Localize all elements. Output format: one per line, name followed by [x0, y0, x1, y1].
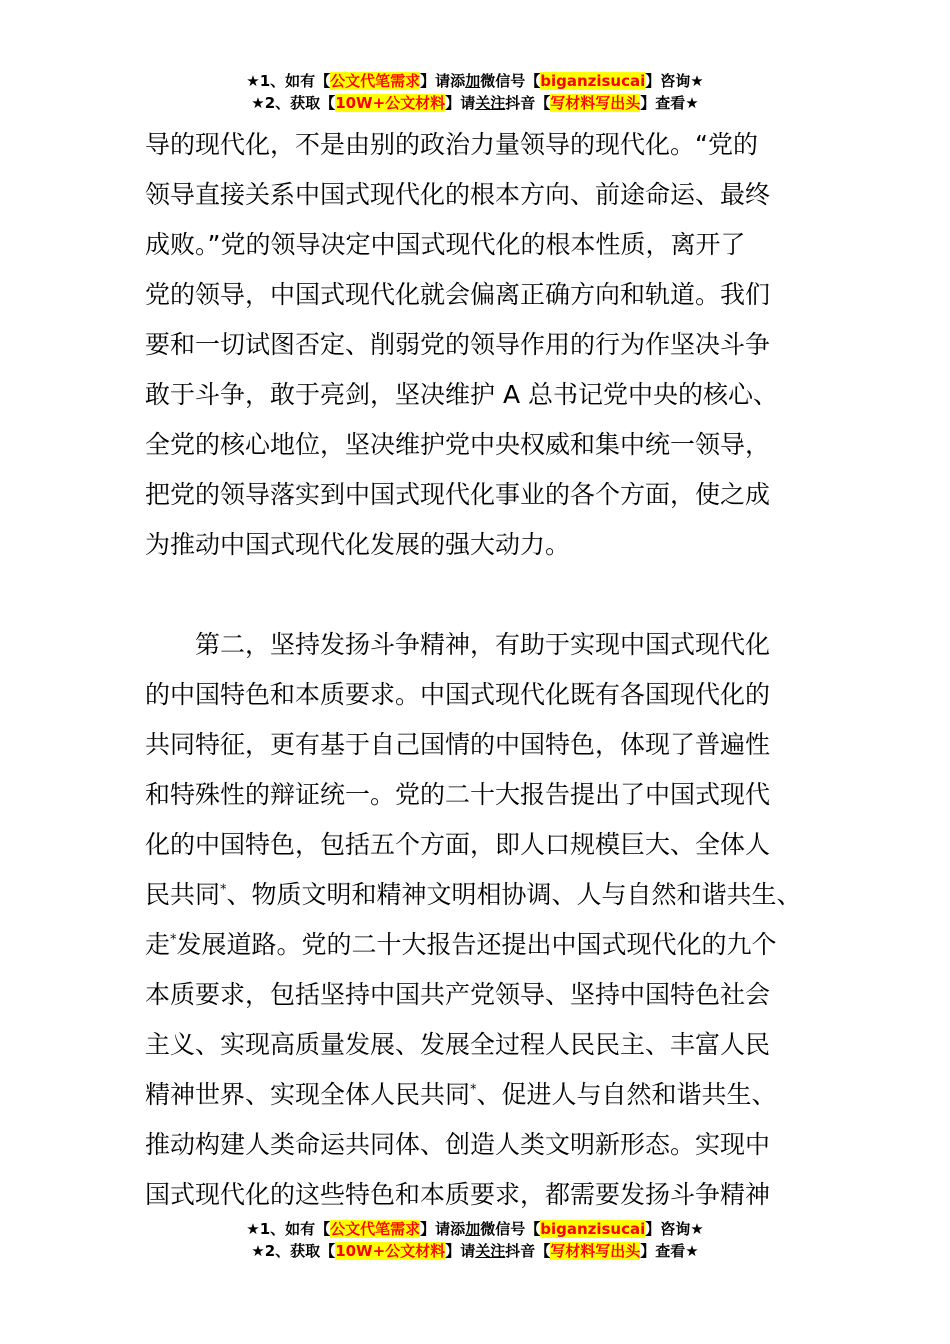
banner-highlight: 公文代笔需求 — [330, 1220, 421, 1238]
banner-text: 】请添 — [420, 72, 466, 90]
text-line: 本质要求，包括坚持中国共产党领导、坚持中国特色社会 — [145, 980, 771, 1009]
banner-text: 】请 — [445, 1242, 476, 1260]
banner-text: 抖音【 — [505, 1242, 551, 1260]
text-line: 主义、实现高质量发展、发展全过程人民民主、丰富人民 — [145, 1030, 771, 1059]
text-line — [145, 1070, 810, 1120]
banner-underline: 关注 — [475, 1242, 506, 1260]
banner-underline: 加 — [465, 72, 481, 90]
banner-highlight: 10W+公文材料 — [335, 94, 446, 112]
text-line: 全党的核心地位，坚决维护党中央权威和集中统一领导， — [145, 430, 771, 459]
text-line: 导的现代化，不是由别的政治力量领导的现代化。“党的 — [145, 130, 758, 159]
redaction-mark: * — [170, 932, 177, 948]
text-line — [145, 920, 810, 970]
text-segment: 、物质文明和精神文明相协调、人与自然和谐共生、 — [226, 880, 802, 909]
banner-text: 微信号【 — [480, 72, 541, 90]
redaction-mark: * — [220, 882, 227, 898]
banner-text: 抖音【 — [505, 94, 551, 112]
text-line: 要和一切试图否定、削弱党的领导作用的行为作坚决斗争 — [145, 330, 771, 359]
text-line: 敢于斗争，敢于亮剑，坚决维护 A 总书记党中央的核心、 — [145, 380, 778, 409]
document-body — [145, 120, 810, 1220]
text-line: 化的中国特色，包括五个方面，即人口规模巨大、全体人 — [145, 830, 771, 859]
banner-highlight: 10W+公文材料 — [335, 1242, 446, 1260]
footer-banner — [0, 1218, 950, 1262]
text-line: 为推动中国式现代化发展的强大动力。 — [145, 530, 571, 559]
text-segment: 发展道路。党的二十大报告还提出中国式现代化的九个 — [176, 930, 777, 959]
banner-line-1 — [0, 1218, 950, 1240]
header-banner — [0, 70, 950, 114]
banner-line-1 — [0, 70, 950, 92]
banner-text: 微信号【 — [480, 1220, 541, 1238]
banner-line-2 — [0, 1240, 950, 1262]
banner-text: ★1、如有【 — [246, 1220, 331, 1238]
banner-text: ★2、获取【 — [251, 94, 336, 112]
banner-text: 】请 — [445, 94, 476, 112]
banner-text: 】查看★ — [640, 94, 699, 112]
banner-highlight: biganzisucai — [540, 72, 646, 90]
banner-text: ★2、获取【 — [251, 1242, 336, 1260]
text-line: 国式现代化的这些特色和本质要求，都需要发扬斗争精神 — [145, 1180, 771, 1209]
paragraph-2 — [145, 620, 810, 1220]
text-line: 成败。”党的领导决定中国式现代化的根本性质，离开了 — [145, 230, 746, 259]
text-segment: 走 — [145, 930, 171, 959]
banner-highlight: 写材料写出头 — [550, 1242, 641, 1260]
text-line: 的中国特色和本质要求。中国式现代化既有各国现代化的 — [145, 680, 771, 709]
banner-text: 】咨询★ — [645, 1220, 704, 1238]
text-line: 共同特征，更有基于自己国情的中国特色，体现了普遍性 — [145, 730, 771, 759]
banner-highlight: biganzisucai — [540, 1220, 646, 1238]
banner-text: ★1、如有【 — [246, 72, 331, 90]
text-line: 和特殊性的辩证统一。党的二十大报告提出了中国式现代 — [145, 780, 771, 809]
text-line: 第二，坚持发扬斗争精神，有助于实现中国式现代化 — [195, 630, 771, 659]
banner-underline: 加 — [465, 1220, 481, 1238]
text-line: 领导直接关系中国式现代化的根本方向、前途命运、最终 — [145, 180, 771, 209]
text-line: 推动构建人类命运共同体、创造人类文明新形态。实现中 — [145, 1130, 771, 1159]
text-segment: 、促进人与自然和谐共生、 — [476, 1080, 777, 1109]
redaction-mark: * — [470, 1082, 477, 1098]
paragraph-gap — [145, 570, 810, 620]
paragraph-1 — [145, 120, 810, 570]
banner-highlight: 公文代笔需求 — [330, 72, 421, 90]
banner-line-2 — [0, 92, 950, 114]
banner-highlight: 写材料写出头 — [550, 94, 641, 112]
banner-text: 】请添 — [420, 1220, 466, 1238]
banner-text: 】咨询★ — [645, 72, 704, 90]
banner-underline: 关注 — [475, 94, 506, 112]
text-segment: 民共同 — [145, 880, 221, 909]
text-line: 把党的领导落实到中国式现代化事业的各个方面，使之成 — [145, 480, 771, 509]
text-line: 党的领导，中国式现代化就会偏离正确方向和轨道。我们 — [145, 280, 771, 309]
text-segment: 精神世界、实现全体人民共同 — [145, 1080, 471, 1109]
banner-text: 】查看★ — [640, 1242, 699, 1260]
text-line — [145, 870, 810, 920]
